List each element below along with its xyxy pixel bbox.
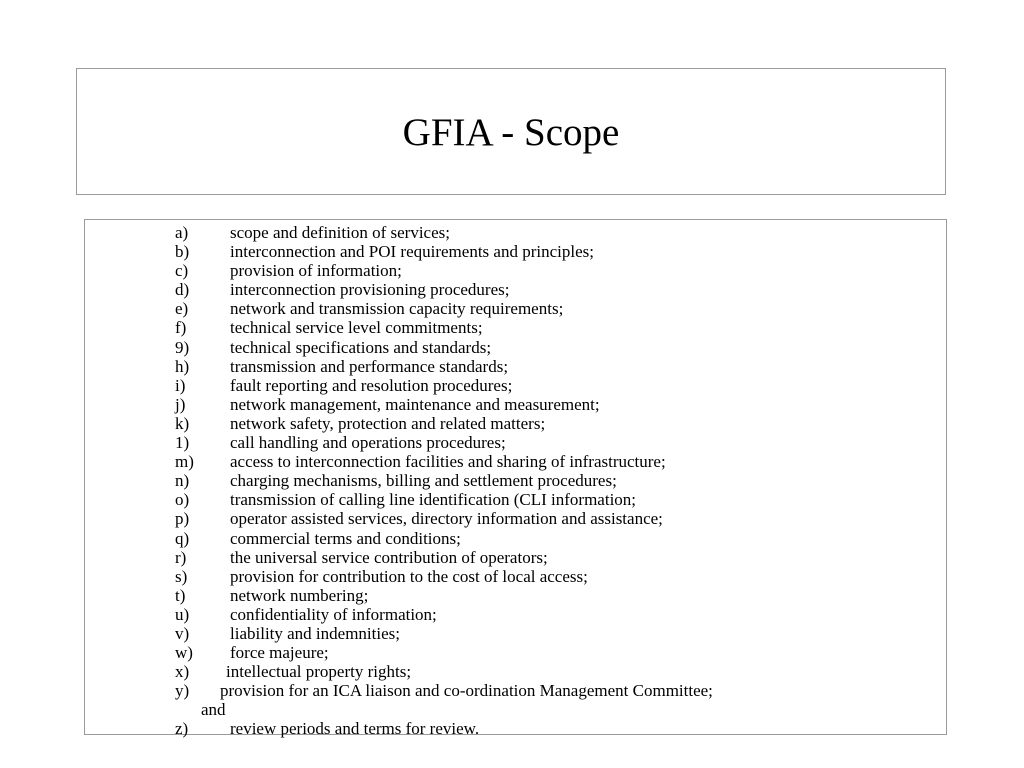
item-text: review periods and terms for review.	[230, 719, 480, 739]
item-text: and	[201, 700, 226, 720]
item-text: confidentiality of information;	[230, 604, 437, 624]
list-item	[175, 414, 713, 433]
item-marker: c)	[175, 261, 189, 281]
item-marker: m)	[175, 452, 194, 472]
item-marker: 9)	[175, 337, 190, 357]
item-text: interconnection and POI requirements and principles;	[230, 242, 594, 262]
list-item	[175, 471, 713, 490]
list-item	[175, 223, 713, 242]
slide-title: GFIA - Scope	[402, 111, 620, 154]
item-text: technical service level commitments;	[230, 318, 483, 338]
item-marker: a)	[175, 223, 189, 242]
item-marker: r)	[175, 547, 187, 567]
item-text: network safety, protection and related matters;	[230, 413, 546, 433]
list-item	[175, 490, 713, 509]
list-item	[175, 624, 713, 643]
title-box	[76, 68, 946, 195]
item-text: network numbering;	[230, 585, 369, 605]
item-marker: q)	[175, 528, 190, 548]
item-text: transmission of calling line identification (CLI information;	[230, 490, 637, 510]
list-item	[175, 719, 713, 738]
scope-list	[175, 223, 713, 739]
list-item	[175, 509, 713, 528]
item-marker: v)	[175, 623, 190, 643]
list-item	[175, 242, 713, 261]
list-item	[175, 357, 713, 376]
list-item	[175, 395, 713, 414]
item-text: the universal service contribution of operators;	[230, 547, 548, 567]
item-text: fault reporting and resolution procedures;	[230, 375, 513, 395]
item-text: network and transmission capacity requirements;	[230, 299, 564, 319]
item-marker: z)	[175, 719, 189, 739]
item-text: technical specifications and standards;	[230, 337, 492, 357]
list-item	[175, 433, 713, 452]
list-item	[175, 662, 713, 681]
item-text: liability and indemnities;	[230, 623, 400, 643]
item-marker: b)	[175, 242, 190, 262]
content-box	[84, 219, 947, 739]
list-item	[175, 605, 713, 624]
item-text: access to interconnection facilities and sharing of infrastructure;	[230, 452, 666, 472]
item-text: provision of information;	[230, 261, 402, 281]
item-marker: n)	[175, 471, 190, 491]
item-marker: o)	[175, 490, 190, 510]
item-text: force majeure;	[230, 643, 329, 663]
list-item	[175, 318, 713, 337]
list-item	[175, 643, 713, 662]
item-text: provision for contribution to the cost of local access;	[230, 566, 588, 586]
item-marker: j)	[175, 394, 186, 414]
item-text: commercial terms and conditions;	[230, 528, 461, 548]
item-marker: x)	[175, 662, 190, 682]
list-item	[175, 280, 713, 299]
item-text: interconnection provisioning procedures;	[230, 280, 510, 300]
item-marker: w)	[175, 643, 193, 663]
list-item	[175, 529, 713, 548]
list-item	[175, 338, 713, 357]
item-text: provision for an ICA liaison and co-ordination Management Committee;	[220, 681, 713, 701]
item-text: network management, maintenance and measurement;	[230, 394, 600, 414]
item-text: transmission and performance standards;	[230, 356, 509, 376]
item-marker: h)	[175, 356, 190, 376]
item-marker: d)	[175, 280, 190, 300]
item-marker: e)	[175, 299, 189, 319]
item-text: intellectual property rights;	[226, 662, 412, 682]
item-text: scope and definition of services;	[230, 223, 450, 242]
list-item-continuation	[175, 700, 713, 719]
item-marker: i)	[175, 375, 186, 395]
item-text: call handling and operations procedures;	[230, 433, 506, 453]
list-item	[175, 586, 713, 605]
list-item	[175, 567, 713, 586]
item-marker: k)	[175, 413, 190, 433]
list-item	[175, 376, 713, 395]
item-marker: p)	[175, 509, 190, 529]
list-item	[175, 452, 713, 471]
list-item	[175, 548, 713, 567]
list-item	[175, 261, 713, 280]
item-marker: u)	[175, 604, 190, 624]
item-marker: y)	[175, 681, 190, 701]
item-text: operator assisted services, directory information and assistance;	[230, 509, 663, 529]
item-marker: 1)	[175, 433, 190, 453]
list-item	[175, 681, 713, 700]
list-item	[175, 299, 713, 318]
item-text: charging mechanisms, billing and settlement procedures;	[230, 471, 617, 491]
item-marker: f)	[175, 318, 187, 338]
item-marker: t)	[175, 585, 186, 605]
item-marker: s)	[175, 566, 188, 586]
